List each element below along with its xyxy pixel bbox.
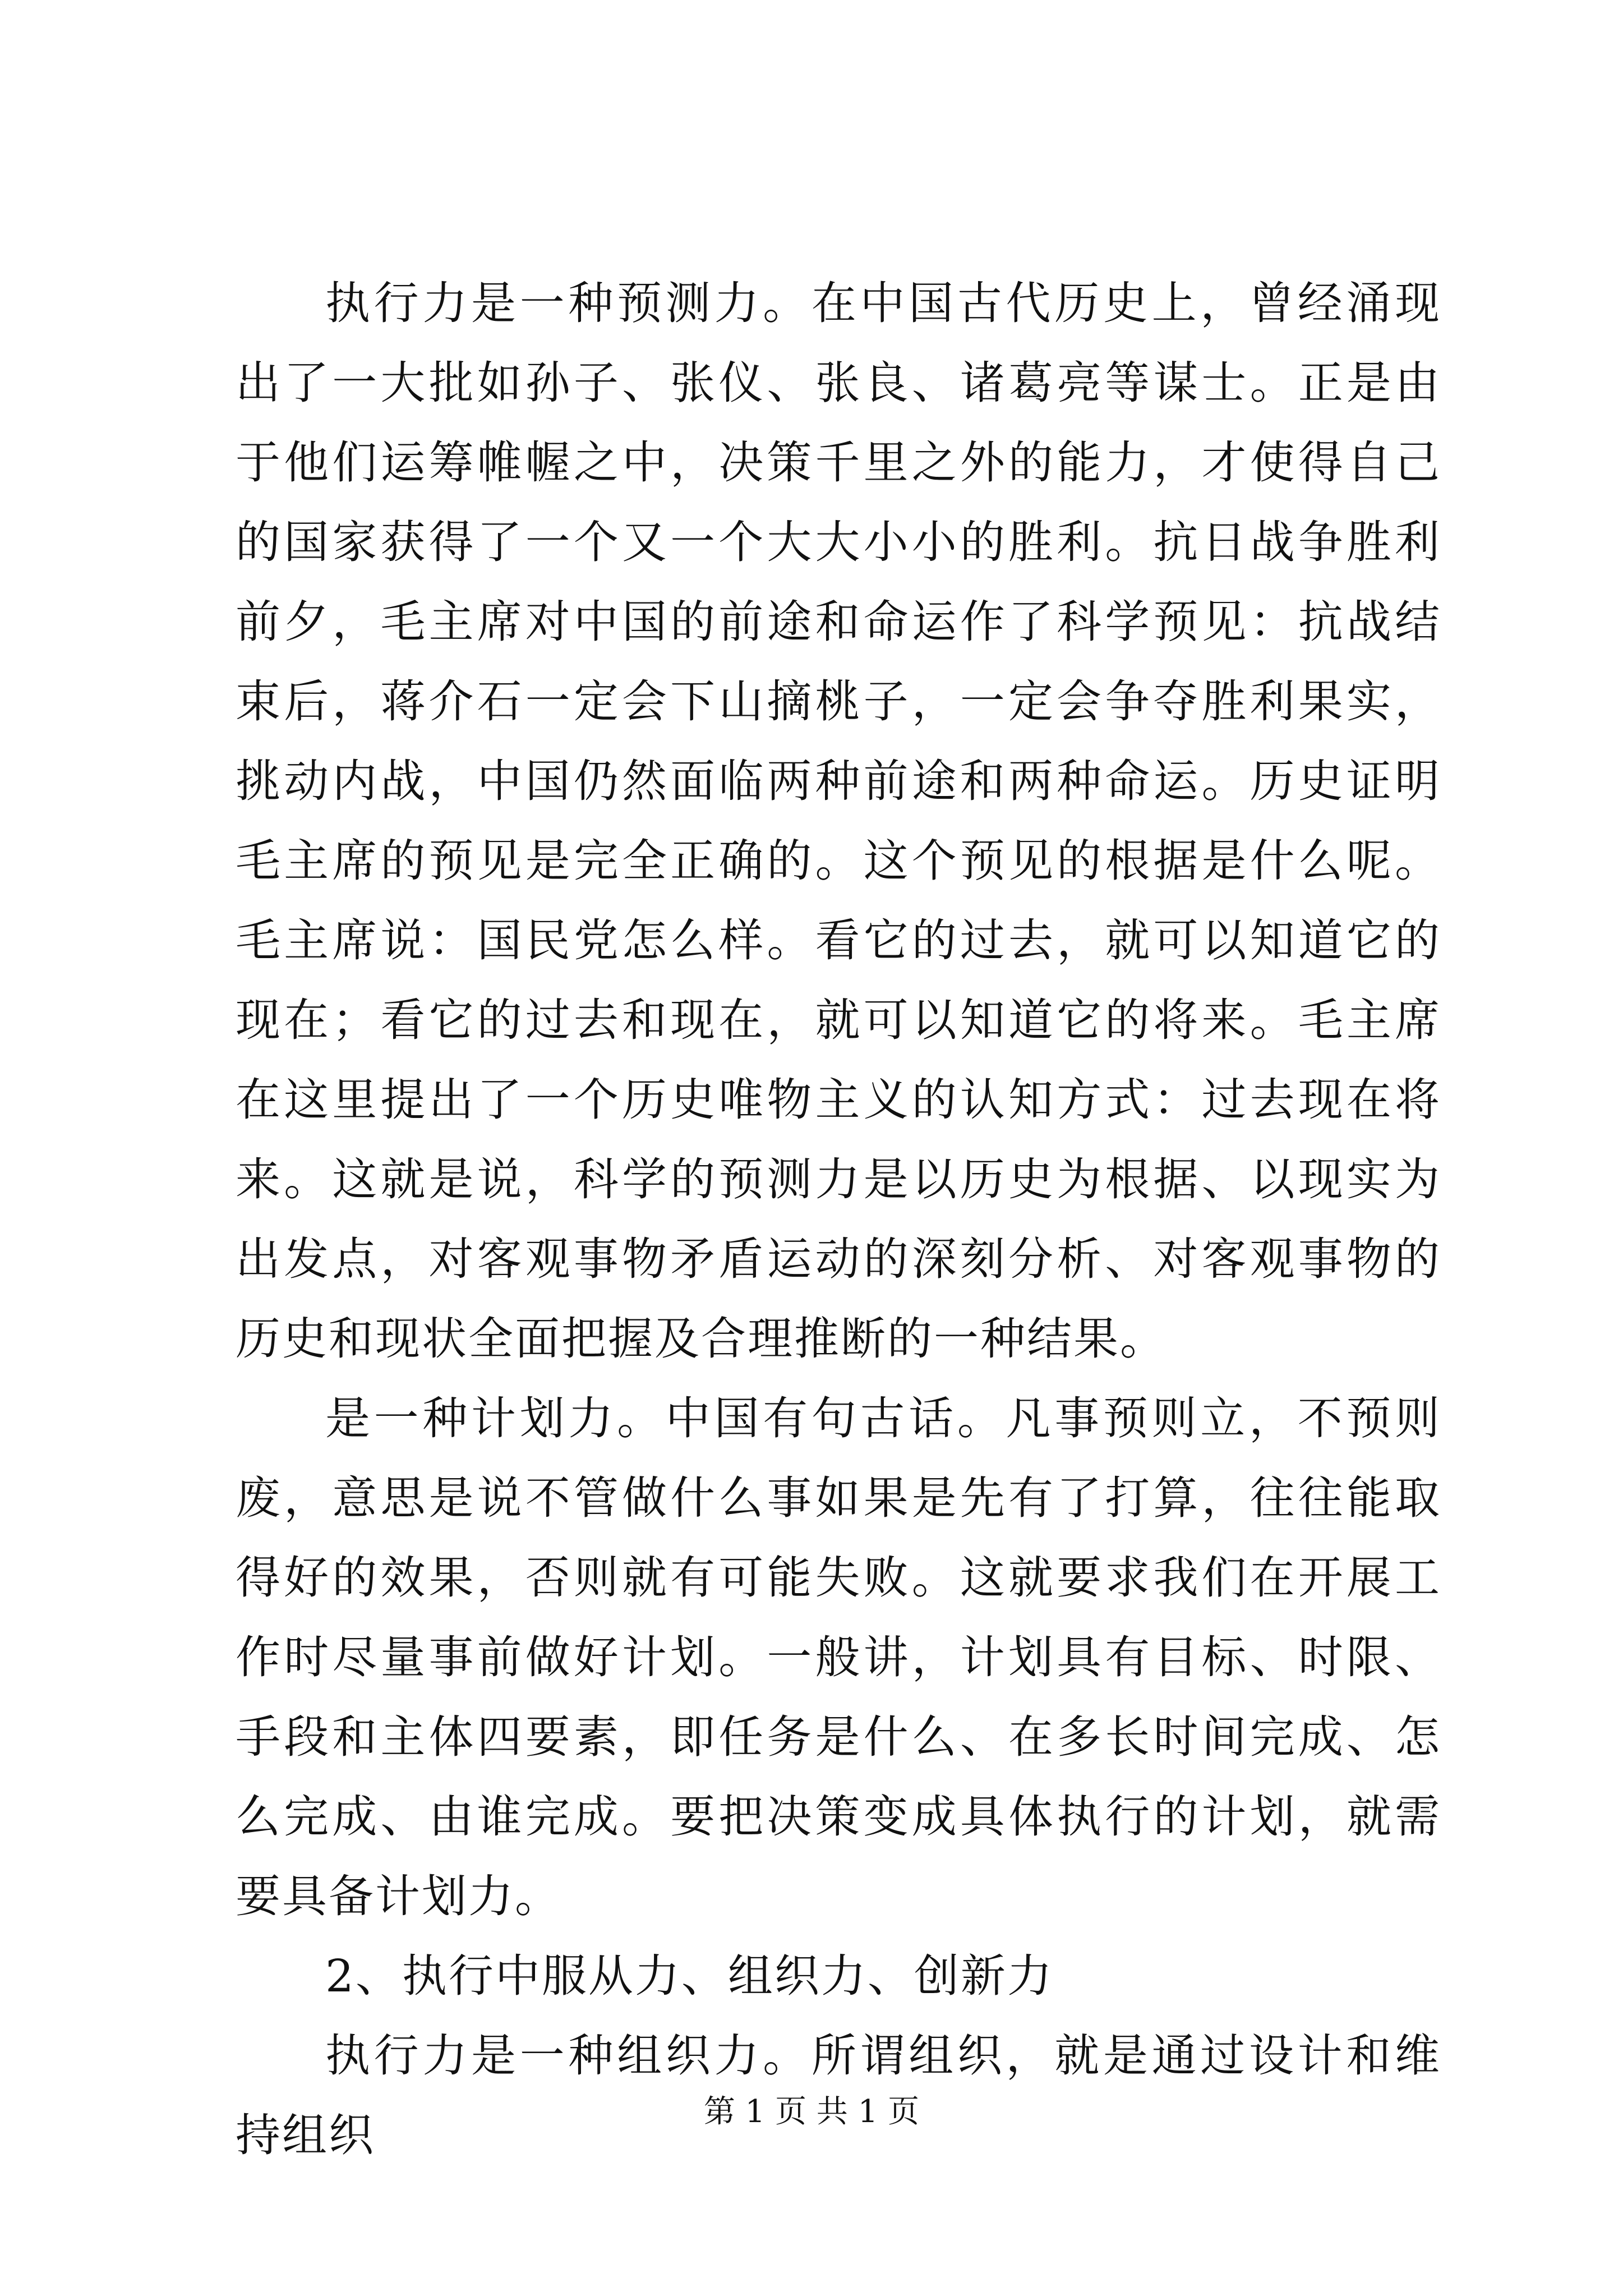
section-heading: 2、执行中服从力、组织力、创新力 bbox=[325, 1950, 1054, 2002]
paragraph-forecasting: 执行力是一种预测力。在中国古代历史上，曾经涌现出了一大批如孙子、张仪、张良、诸葛亮等谋士。正是由于他们运筹帷幄之中，决策千里之外的能力，才使得自己的国家获得了一个又一个大大小小的胜利。抗日战争胜利前夕，毛主席对中国的前途和命运作了科学预见：抗战结束后，蒋介石一定会下山摘桃子，一定会争夺胜利果实，挑动内战，中国仍然面临两种前途和两种命运。历史证明毛主席的预见是完全正确的。这个预见的根据是什么呢。毛主席说：国民党怎么样。看它的过去，就可以知道它的现在；看它的过去和现在，就可以知道它的将来。毛主席在这里提出了一个历史唯物主义的认知方式：过去现在将来。这就是说，科学的预测力是以历史为根据、以现实为出发点，对客观事物矛盾运动的深刻分析、对客观事物的历史和现状全面把握及合理推断的一种结果。 bbox=[236, 277, 1441, 1365]
paragraph-planning: 是一种计划力。中国有句古话。凡事预则立，不预则废，意思是说不管做什么事如果是先有了打算，往往能取得好的效果，否则就有可能失败。这就要求我们在开展工作时尽量事前做好计划。一般讲，计划具有目标、时限、手段和主体四要素，即任务是什么、在多长时间完成、怎么完成、由谁完成。要把决策变成具体执行的计划，就需要具备计划力。 bbox=[236, 1392, 1441, 1922]
paragraph-organizing: 执行力是一种组织力。所谓组织，就是通过设计和维持组织 bbox=[236, 2030, 1441, 2161]
document-body bbox=[236, 264, 1441, 2175]
page-footer: 第 1 页 共 1 页 bbox=[703, 2093, 920, 2130]
